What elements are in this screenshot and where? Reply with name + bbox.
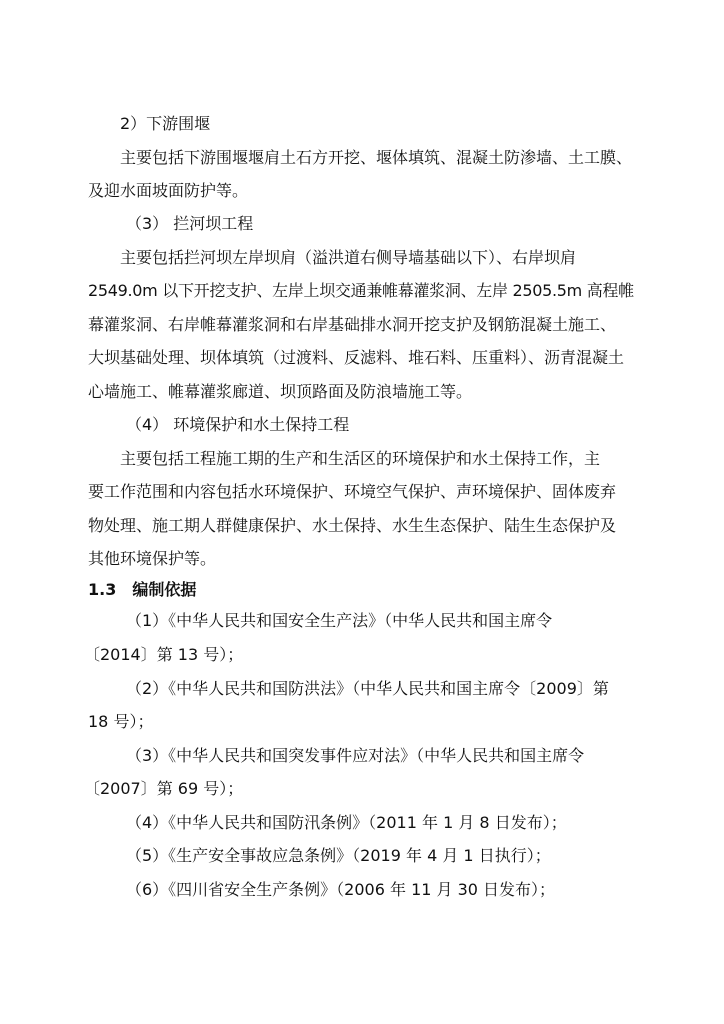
paragraph-line: 及迎水面坡面防护等。 xyxy=(88,181,249,200)
subheading-dam-project: （3） 拦河坝工程 xyxy=(126,214,254,233)
reference-item: （5）《生产安全事故应急条例》（2019 年 4 月 1 日执行）； xyxy=(126,846,551,865)
paragraph-line: 其他环境保护等。 xyxy=(88,549,217,568)
paragraph-line: 主要包括工程施工期的生产和生活区的环境保护和水土保持工作，主 xyxy=(120,449,601,468)
reference-item: （4）《中华人民共和国防汛条例》（2011 年 1 月 8 日发布）； xyxy=(126,813,567,832)
paragraph-line: 主要包括下游围堰堰肩土石方开挖、堰体填筑、混凝土防渗墙、土工膜、 xyxy=(120,148,633,167)
paragraph-line: 2549.0m 以下开挖支护、左岸上坝交通兼帷幕灌浆洞、左岸 2505.5m 高程帷 xyxy=(88,281,634,300)
subheading-downstream-cofferdam: 2）下游围堰 xyxy=(120,114,211,133)
reference-item-continuation: 〔2007〕第 69 号）； xyxy=(84,779,244,798)
reference-item: （2）《中华人民共和国防洪法》（中华人民共和国主席令〔2009〕第 xyxy=(126,679,609,698)
paragraph-line: 主要包括拦河坝左岸坝肩（溢洪道右侧导墙基础以下）、右岸坝肩 xyxy=(120,248,577,267)
subheading-environment-protection: （4） 环境保护和水土保持工程 xyxy=(126,415,350,434)
reference-item: （3）《中华人民共和国突发事件应对法》（中华人民共和国主席令 xyxy=(126,746,585,765)
paragraph-line: 心墙施工、帷幕灌浆廊道、坝顶路面及防浪墙施工等。 xyxy=(88,382,473,401)
reference-item-continuation: 〔2014〕第 13 号）； xyxy=(84,645,244,664)
reference-item: （1）《中华人民共和国安全生产法》（中华人民共和国主席令 xyxy=(126,611,553,630)
paragraph-line: 幕灌浆洞、右岸帷幕灌浆洞和右岸基础排水洞开挖支护及钢筋混凝土施工、 xyxy=(88,315,617,334)
paragraph-line: 大坝基础处理、坝体填筑（过渡料、反滤料、堆石料、压重料）、沥青混凝土 xyxy=(88,348,625,367)
paragraph-line: 要工作范围和内容包括水环境保护、环境空气保护、声环境保护、固体废弃 xyxy=(88,482,617,501)
paragraph-line: 物处理、施工期人群健康保护、水土保持、水生生态保护、陆生生态保护及 xyxy=(88,516,617,535)
reference-item-continuation: 18 号）； xyxy=(88,712,154,731)
section-heading-basis: 1.3 编制依据 xyxy=(88,580,197,599)
reference-item: （6）《四川省安全生产条例》（2006 年 11 月 30 日发布）； xyxy=(126,880,556,899)
